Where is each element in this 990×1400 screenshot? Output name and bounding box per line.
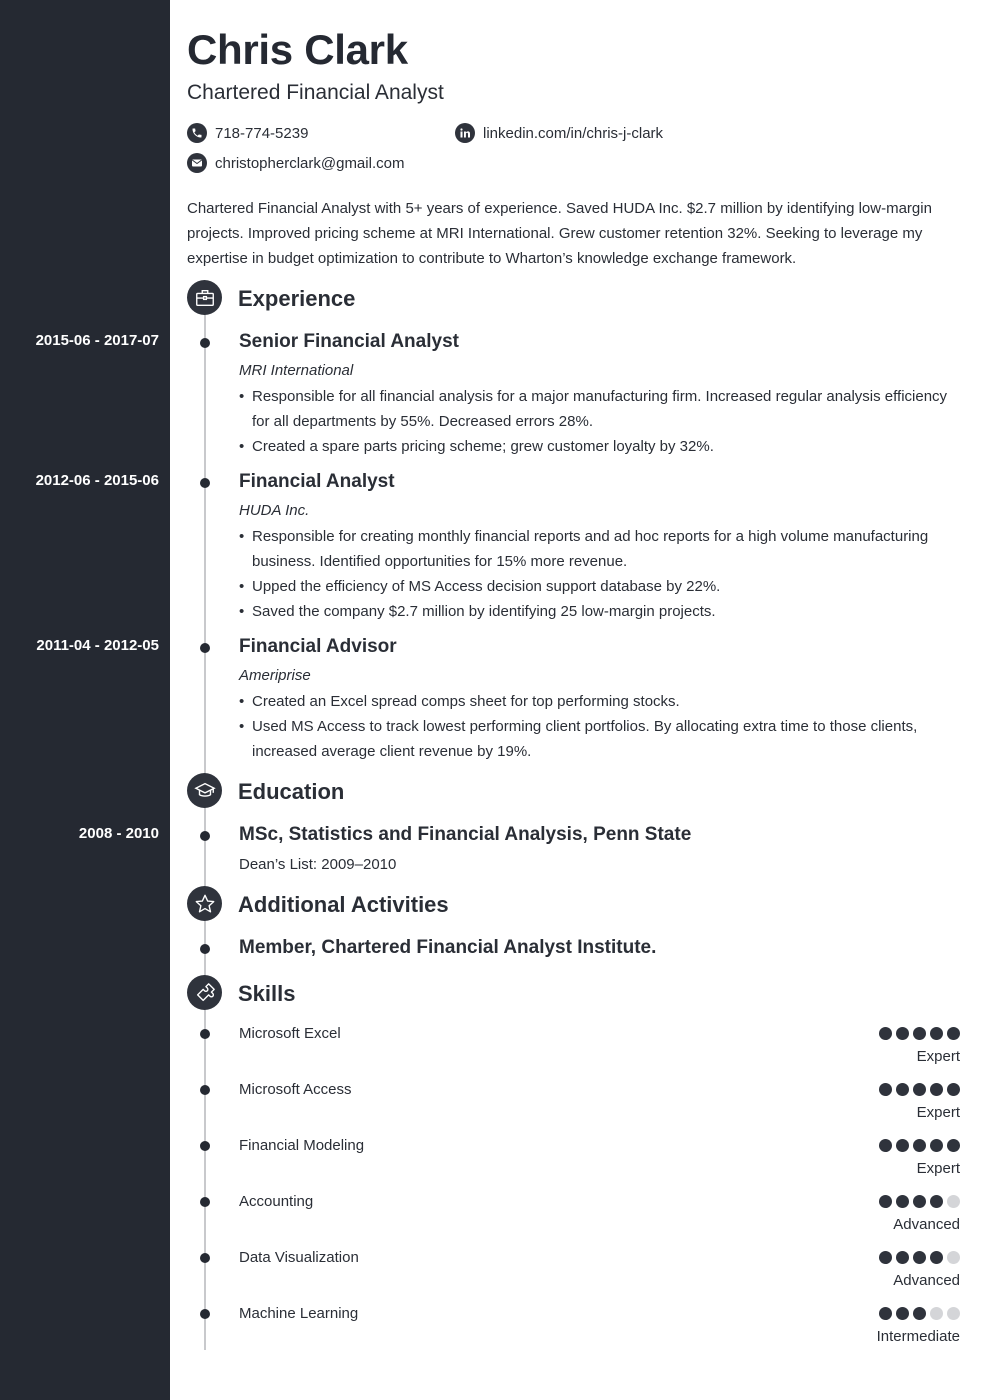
star-icon: [187, 886, 222, 921]
section-title-skills: Skills: [238, 981, 296, 1006]
activity-item: Member, Chartered Financial Analyst Institute.: [239, 937, 657, 958]
job-title: Senior Financial Analyst: [239, 331, 459, 352]
rating-dot-empty: [947, 1195, 960, 1208]
graduation-cap-icon: [187, 773, 222, 808]
puzzle-icon: [187, 975, 222, 1010]
skill-level: Expert: [916, 1104, 960, 1121]
rating-dot-filled: [896, 1139, 909, 1152]
skill-level: Intermediate: [876, 1328, 960, 1345]
job-dates: 2012-06 - 2015-06: [35, 472, 159, 489]
skill-rating: [879, 1251, 960, 1264]
rating-dot-filled: [913, 1251, 926, 1264]
summary-paragraph: Chartered Financial Analyst with 5+ years of experience. Saved HUDA Inc. $2.7 million by identifying low-margin projects. Improved pricing scheme at MRI International. Grew customer retention 32%. Seeking to leverage my expertise in budget optimization to contribute to Wharton’s knowledge exchange framework.: [187, 200, 932, 267]
resume-name: Chris Clark: [187, 26, 408, 73]
job-bullets: [239, 384, 959, 459]
rating-dot-filled: [879, 1083, 892, 1096]
rating-dot-filled: [930, 1083, 943, 1096]
rating-dot-filled: [879, 1195, 892, 1208]
skill-name: Microsoft Excel: [239, 1025, 341, 1042]
job-dates: 2011-04 - 2012-05: [36, 637, 159, 654]
timeline-dot: [200, 1029, 210, 1039]
left-sidebar: [0, 0, 170, 1400]
job-bullet: • Saved the company $2.7 million by identifying 25 low-margin projects.: [239, 599, 959, 624]
timeline-dot: [200, 478, 210, 488]
job-bullet: • Created an Excel spread comps sheet for top performing stocks.: [239, 689, 959, 714]
rating-dot-filled: [879, 1139, 892, 1152]
job-company: MRI International: [239, 362, 354, 379]
job-bullet: • Responsible for all financial analysis for a major manufacturing firm. Increased regular analysis efficiency for all departments by 55%. Decreased errors 28%.: [239, 384, 959, 434]
skill-name: Machine Learning: [239, 1305, 359, 1322]
job-title: Financial Advisor: [239, 636, 397, 657]
rating-dot-empty: [947, 1307, 960, 1320]
timeline-dot: [200, 944, 210, 954]
job-bullet: • Created a spare parts pricing scheme; grew customer loyalty by 32%.: [239, 434, 959, 459]
rating-dot-filled: [913, 1195, 926, 1208]
phone-text: 718-774-5239: [215, 124, 309, 142]
rating-dot-filled: [896, 1251, 909, 1264]
job-bullet: • Upped the efficiency of MS Access decision support database by 22%.: [239, 574, 959, 599]
job-bullet: • Responsible for creating monthly financial reports and ad hoc reports for a high volume manufacturing business. Identified opportunities for 15% more revenue.: [239, 524, 959, 574]
skill-level: Advanced: [893, 1272, 960, 1289]
skill-name: Microsoft Access: [239, 1081, 352, 1098]
skill-rating: [879, 1083, 960, 1096]
skill-level: Advanced: [893, 1216, 960, 1233]
rating-dot-filled: [879, 1307, 892, 1320]
skill-rating: [879, 1307, 960, 1320]
rating-dot-filled: [930, 1251, 943, 1264]
education-degree: MSc, Statistics and Financial Analysis, Penn State: [239, 824, 692, 845]
timeline-dot: [200, 338, 210, 348]
rating-dot-filled: [930, 1195, 943, 1208]
timeline-dot: [200, 1197, 210, 1207]
contact-linkedin[interactable]: [455, 123, 663, 143]
section-title-activities: Additional Activities: [238, 892, 449, 917]
rating-dot-filled: [930, 1027, 943, 1040]
rating-dot-empty: [930, 1307, 943, 1320]
skill-rating: [879, 1027, 960, 1040]
email-icon: [187, 153, 207, 173]
skill-name: Financial Modeling: [239, 1137, 365, 1154]
job-bullet: • Used MS Access to track lowest performing client portfolios. By allocating extra time to those clients, increased average client revenue by 19%.: [239, 714, 959, 764]
timeline-dot: [200, 1141, 210, 1151]
skill-rating: [879, 1195, 960, 1208]
education-note: Dean’s List: 2009–2010: [239, 856, 397, 873]
rating-dot-filled: [947, 1083, 960, 1096]
resume-job-title: Chartered Financial Analyst: [187, 81, 444, 104]
rating-dot-filled: [913, 1307, 926, 1320]
skill-level: Expert: [916, 1048, 960, 1065]
rating-dot-filled: [930, 1139, 943, 1152]
skill-name: Accounting: [239, 1193, 314, 1210]
briefcase-icon: [187, 280, 222, 315]
linkedin-icon: [455, 123, 475, 143]
timeline-dot: [200, 1253, 210, 1263]
rating-dot-filled: [913, 1139, 926, 1152]
timeline-dot: [200, 831, 210, 841]
linkedin-text[interactable]: linkedin.com/in/chris-j-clark: [483, 124, 664, 142]
skill-level: Expert: [916, 1160, 960, 1177]
skill-name: Data Visualization: [239, 1249, 359, 1266]
timeline-dot: [200, 643, 210, 653]
rating-dot-filled: [913, 1027, 926, 1040]
rating-dot-filled: [879, 1027, 892, 1040]
job-company: Ameriprise: [239, 667, 311, 684]
skill-rating: [879, 1139, 960, 1152]
job-bullets: [239, 524, 959, 624]
job-bullets: [239, 689, 959, 764]
section-title-education: Education: [238, 779, 345, 804]
rating-dot-filled: [947, 1027, 960, 1040]
timeline-line: [204, 300, 206, 1350]
rating-dot-filled: [913, 1083, 926, 1096]
phone-icon: [187, 123, 207, 143]
contact-email[interactable]: [187, 153, 404, 173]
rating-dot-filled: [879, 1251, 892, 1264]
timeline-dot: [200, 1085, 210, 1095]
job-title: Financial Analyst: [239, 471, 395, 492]
timeline-dot: [200, 1309, 210, 1319]
email-text[interactable]: christopherclark@gmail.com: [215, 154, 405, 172]
rating-dot-filled: [947, 1139, 960, 1152]
education-dates: 2008 - 2010: [78, 825, 159, 842]
rating-dot-empty: [947, 1251, 960, 1264]
rating-dot-filled: [896, 1027, 909, 1040]
section-title-experience: Experience: [238, 286, 356, 311]
contact-phone: [187, 123, 308, 143]
rating-dot-filled: [896, 1195, 909, 1208]
rating-dot-filled: [896, 1083, 909, 1096]
job-company: HUDA Inc.: [239, 502, 310, 519]
job-dates: 2015-06 - 2017-07: [35, 332, 159, 349]
rating-dot-filled: [896, 1307, 909, 1320]
